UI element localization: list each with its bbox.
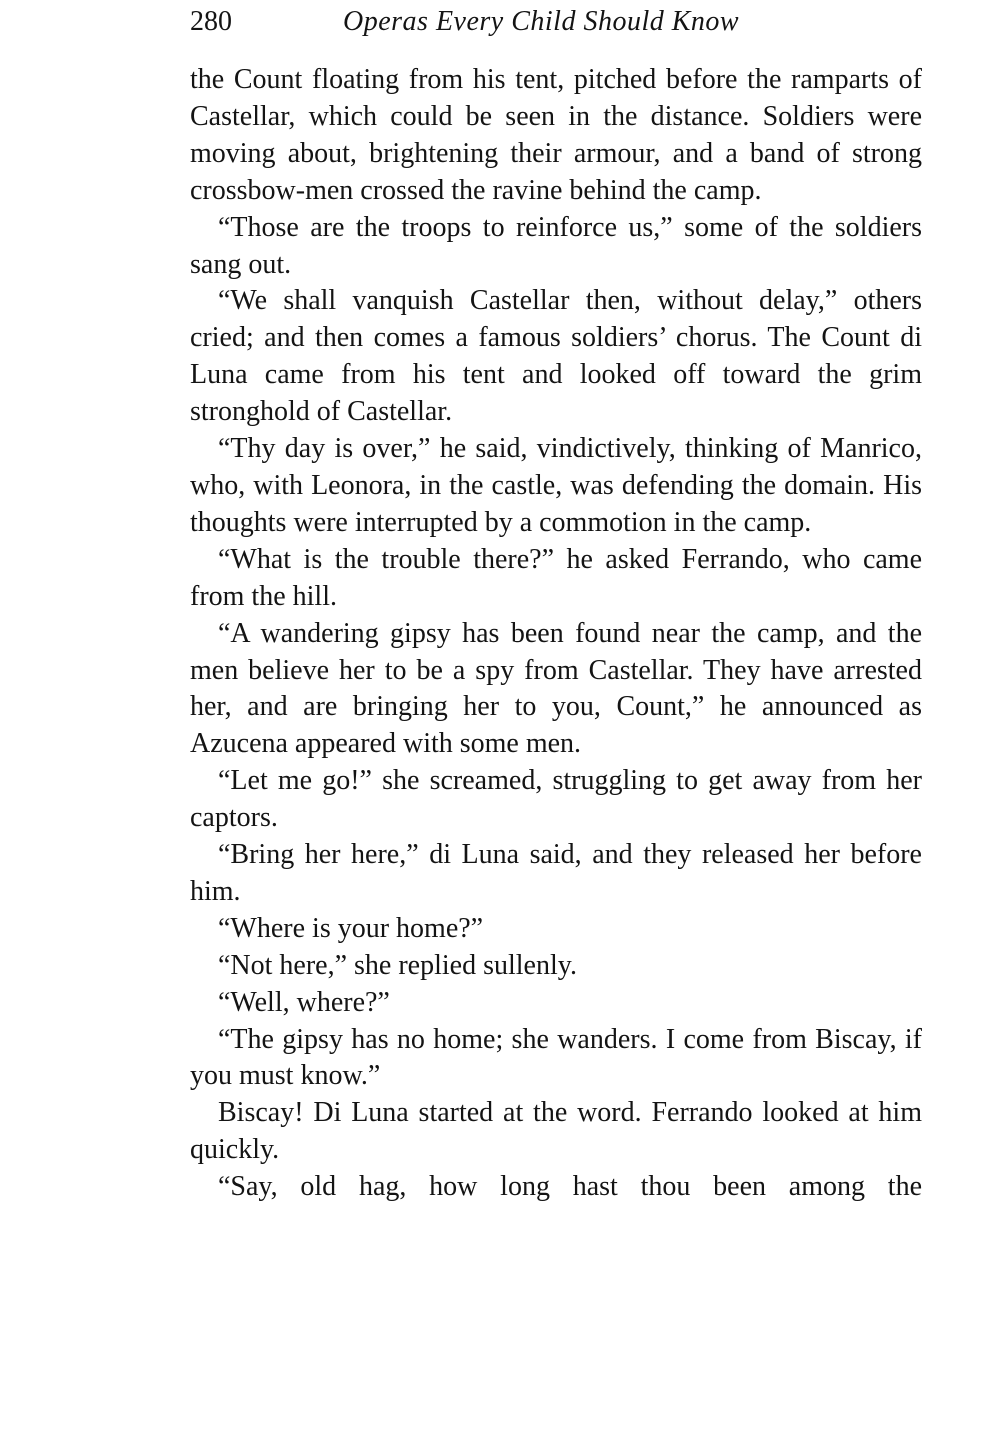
paragraph: “Those are the troops to reinforce us,” some of the soldiers sang out. <box>190 211 922 280</box>
paragraph: “Well, where?” <box>218 986 390 1018</box>
paragraph: “Bring her here,” di Luna said, and they released her before him. <box>190 839 922 907</box>
page-number: 280 <box>190 6 232 37</box>
paragraph: the Count floating from his tent, pitched before the ramparts of Castellar, which could be seen in the distance. Soldiers were moving about, brightening their armour, and a band of strong crossbow-men crossed the ravine behind the camp. <box>190 64 922 206</box>
paragraph: “A wandering gipsy has been found near the camp, and the men believe her to be a spy from Castellar. They have arrested her, and are bringing her to you, Count,” he announced as Azucena appeared with some men. <box>190 617 922 760</box>
paragraph: “Let me go!” she screamed, struggling to get away from her captors. <box>190 765 922 834</box>
paragraph: “We shall vanquish Castellar then, without delay,” others cried; and then comes a famous soldiers’ chorus. The Count di Luna came from his tent and looked off toward the grim stronghold of Castellar. <box>190 285 922 428</box>
paragraph: “What is the trouble there?” he asked Ferrando, who came from the hill. <box>190 543 922 612</box>
paragraph: “Thy day is over,” he said, vindictively, thinking of Manrico, who, with Leonora, in the castle, was defending the domain. His thoughts were interrupted by a commotion in the camp. <box>190 433 922 538</box>
book-title: Operas Every Child Should Know <box>343 6 740 37</box>
paragraph: “Say, old hag, how long hast thou been among the <box>218 1171 922 1203</box>
running-head <box>190 2 930 42</box>
paragraph: “Not here,” she replied sullenly. <box>218 949 577 981</box>
body-text <box>190 62 922 1206</box>
paragraph: “The gipsy has no home; she wanders. I come from Biscay, if you must know.” <box>190 1023 922 1092</box>
paragraph: “Where is your home?” <box>218 912 484 944</box>
paragraph: Biscay! Di Luna started at the word. Ferrando looked at him quickly. <box>190 1097 922 1166</box>
